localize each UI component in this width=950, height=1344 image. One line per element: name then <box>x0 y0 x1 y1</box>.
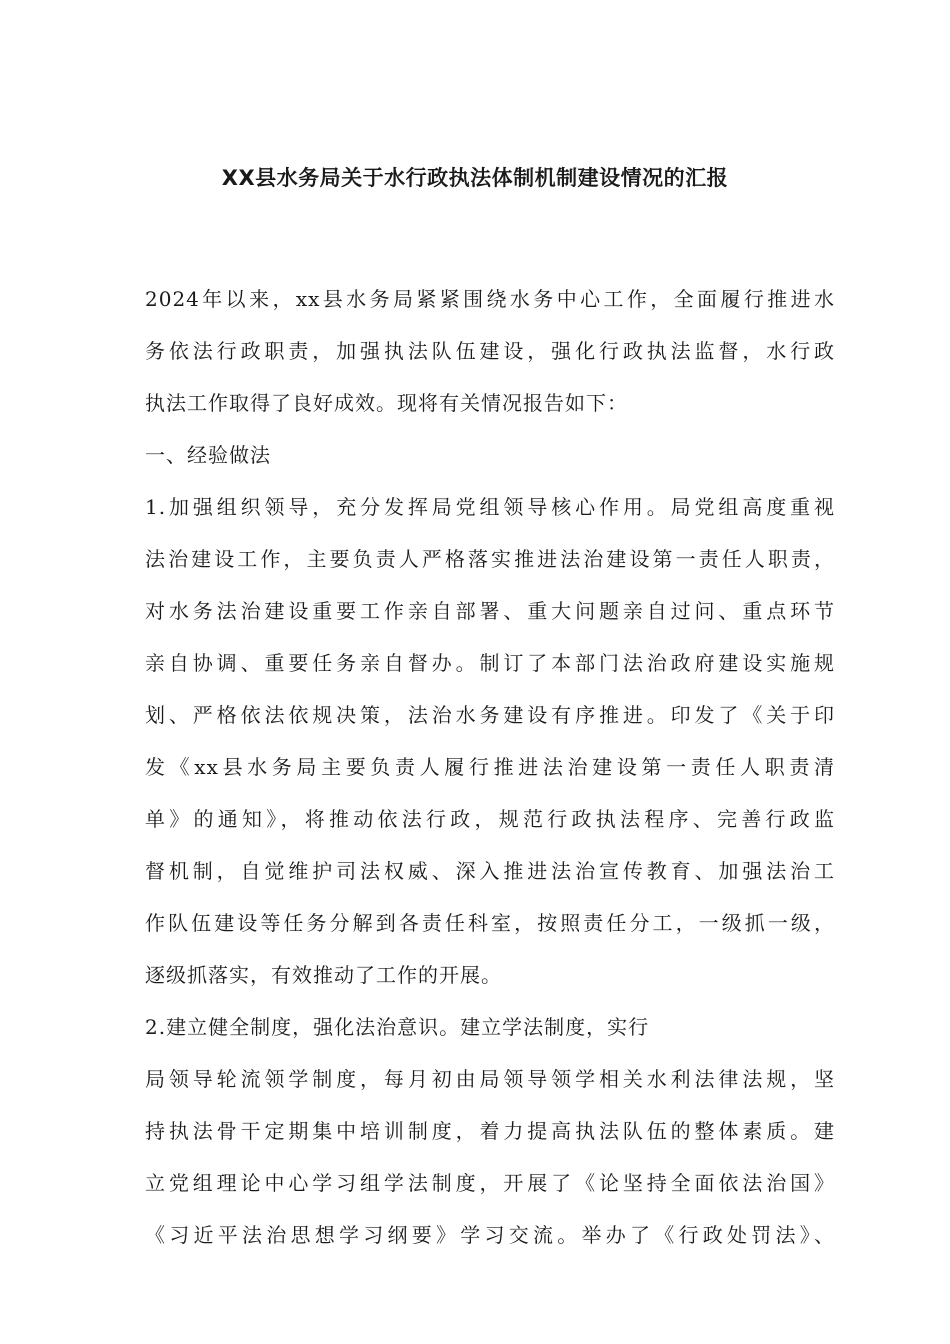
paragraph-line: 立党组理论中心学习组学法制度，开展了《论坚持全面依法治国》 <box>145 1171 835 1195</box>
paragraph-line: 1.加强组织领导，充分发挥局党组领导核心作用。局党组高度重视 <box>145 495 835 519</box>
paragraph-line: 2.建立健全制度，强化法治意识。建立学法制度，实行 <box>145 1015 650 1039</box>
section-heading: 一、经验做法 <box>145 443 271 467</box>
paragraph-line: 务依法行政职责，加强执法队伍建设，强化行政执法监督，水行政 <box>145 339 835 363</box>
paragraph-line: 持执法骨干定期集中培训制度，着力提高执法队伍的整体素质。建 <box>145 1119 835 1143</box>
paragraph-line: 亲自协调、重要任务亲自督办。制订了本部门法治政府建设实施规 <box>145 651 835 675</box>
paragraph-line: 划、严格依法依规决策，法治水务建设有序推进。印发了《关于印 <box>145 703 835 727</box>
paragraph-line: 执法工作取得了良好成效。现将有关情况报告如下： <box>145 391 628 415</box>
paragraph-line: 发《xx县水务局主要负责人履行推进法治建设第一责任人职责清 <box>145 755 835 779</box>
paragraph-line: 对水务法治建设重要工作亲自部署、重大问题亲自过问、重点环节 <box>145 599 835 623</box>
paragraph-line: 法治建设工作，主要负责人严格落实推进法治建设第一责任人职责， <box>145 547 835 571</box>
document-title: XX县水务局关于水行政执法体制机制建设情况的汇报 <box>221 166 729 190</box>
paragraph-line: 《习近平法治思想学习纲要》学习交流。举办了《行政处罚法》、 <box>145 1223 835 1247</box>
paragraph-line: 作队伍建设等任务分解到各责任科室，按照责任分工，一级抓一级， <box>145 911 835 935</box>
paragraph-line: 逐级抓落实，有效推动了工作的开展。 <box>145 963 502 987</box>
paragraph-line: 单》的通知》，将推动依法行政，规范行政执法程序、完善行政监 <box>145 807 835 831</box>
paragraph-line: 督机制，自觉维护司法权威、深入推进法治宣传教育、加强法治工 <box>145 859 835 883</box>
paragraph-line: 局领导轮流领学制度，每月初由局领导领学相关水利法律法规，坚 <box>145 1067 835 1091</box>
paragraph-line: 2024年以来，xx县水务局紧紧围绕水务中心工作，全面履行推进水 <box>145 287 835 311</box>
